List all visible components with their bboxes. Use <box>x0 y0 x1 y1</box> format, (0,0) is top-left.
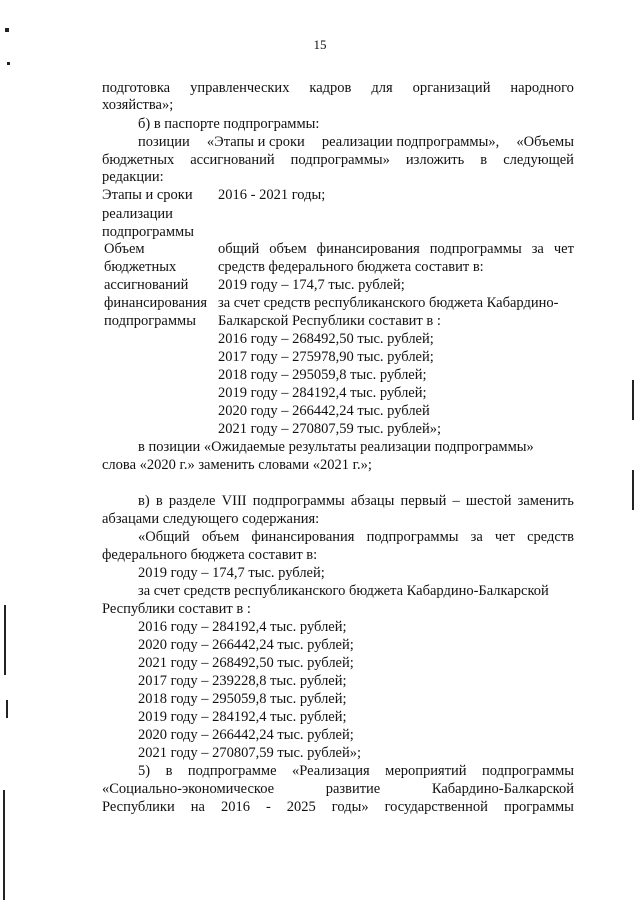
word: подпрограмме <box>187 763 277 779</box>
paragraph-5-line-1 <box>138 762 574 780</box>
word: 5) <box>138 763 151 779</box>
word: в) <box>138 493 150 509</box>
table-row1-label-line-3: подпрограммы <box>102 224 194 240</box>
amount-line: 2020 году – 266442,24 тыс. рублей; <box>138 637 354 653</box>
word: шестой <box>465 493 512 509</box>
paragraph-expected-line-1: в позиции «Ожидаемые результаты реализации подпрограммы» <box>138 439 534 455</box>
word: подпрограммы <box>252 493 345 509</box>
paragraph-1-line-1 <box>102 79 574 97</box>
word: «Реализация <box>292 763 370 779</box>
paragraph-b-line-1 <box>138 133 574 151</box>
table-row2-label-line-2: бюджетных <box>104 259 177 275</box>
paragraph-v-line-5: 2019 году – 174,7 тыс. рублей; <box>138 565 325 581</box>
amount-line: 2020 году – 266442,24 тыс. рублей; <box>138 727 354 743</box>
amount-line: 2021 году – 268492,50 тыс. рублей; <box>138 655 354 671</box>
table-row2-label-line-5: подпрограммы <box>104 313 196 329</box>
table-row1-label-line-2: реализации <box>102 206 173 222</box>
word: подпрограммы <box>429 241 522 257</box>
amount-line: 2016 году – 284192,4 тыс. рублей; <box>138 619 347 635</box>
word: для <box>371 80 393 96</box>
word: в <box>155 493 163 509</box>
word: на <box>190 799 205 815</box>
amount-line: 2018 году – 295059,8 тыс. рублей; <box>138 691 347 707</box>
paragraph-expected-line-2: слова «2020 г.» заменить словами «2021 г.»; <box>102 457 372 473</box>
table-row2-value-line: 2019 году – 284192,4 тыс. рублей; <box>218 385 427 401</box>
table-row2-value-line: Балкарской Республики составит в : <box>218 313 441 329</box>
word: «Общий <box>138 529 190 545</box>
word: объем <box>269 241 307 257</box>
word: разделе <box>168 493 216 509</box>
table-row2-value-line: 2021 году – 270807,59 тыс. рублей»; <box>218 421 442 437</box>
word: «Социально-экономическое <box>102 781 275 797</box>
word: подпрограммы» <box>290 152 390 168</box>
word: первый <box>400 493 447 509</box>
word: VIII <box>221 493 247 509</box>
word: объем <box>201 529 240 545</box>
table-row2-value-line: 2019 году – 174,7 тыс. рублей; <box>218 277 405 293</box>
word: мероприятий <box>385 763 467 779</box>
amount-line: 2019 году – 284192,4 тыс. рублей; <box>138 709 347 725</box>
word: заменить <box>517 493 574 509</box>
paragraph-v-line-7: Республики составит в : <box>102 601 251 617</box>
word: позиции <box>138 134 190 150</box>
paragraph-b-heading: б) в паспорте подпрограммы: <box>138 116 320 132</box>
word: организаций <box>412 80 491 96</box>
word: 2016 <box>220 799 250 815</box>
word: чет <box>553 241 574 257</box>
table-row1-value: 2016 - 2021 годы; <box>218 187 326 203</box>
word: в <box>165 763 173 779</box>
paragraph-v-line-3 <box>138 528 574 546</box>
word: изложить <box>405 152 465 168</box>
paragraph-5-line-3 <box>102 798 574 816</box>
word: за <box>470 529 483 545</box>
word: управленческих <box>190 80 290 96</box>
table-row2-label-line-3: ассигнований <box>104 277 189 293</box>
amount-line: 2017 году – 239228,8 тыс. рублей; <box>138 673 347 689</box>
table-row2-value-line: 2016 году – 268492,50 тыс. рублей; <box>218 331 434 347</box>
word: финансирования <box>251 529 355 545</box>
word: подпрограммы <box>366 529 459 545</box>
table-row2-label-line-4: финансирования <box>104 295 208 311</box>
paragraph-v-line-4: федерального бюджета составит в: <box>102 547 318 563</box>
table-row2-value-line: 2017 году – 275978,90 тыс. рублей; <box>218 349 434 365</box>
paragraph-v-line-6: за счет средств республиканского бюджета Кабардино-Балкарской <box>138 583 549 599</box>
word: подпрограммы <box>482 763 574 779</box>
amount-line: 2021 году – 270807,59 тыс. рублей»; <box>138 745 362 761</box>
table-row2-value-line: 2018 году – 295059,8 тыс. рублей; <box>218 367 427 383</box>
word: 2025 <box>286 799 316 815</box>
paragraph-1-line-2: хозяйства»; <box>102 97 174 113</box>
table-row2-value-line: 2020 году – 266442,24 тыс. рублей <box>218 403 430 419</box>
word: – <box>452 493 460 509</box>
word: реализации подпрограммы», <box>321 134 500 150</box>
word: годы» <box>331 799 369 815</box>
word: «Объемы <box>516 134 574 150</box>
word: бюджетных <box>102 152 175 168</box>
word: подготовка <box>102 80 171 96</box>
word: «Этапы и сроки <box>206 134 305 150</box>
word: - <box>265 799 271 815</box>
paragraph-v-line-1 <box>138 492 574 510</box>
word: общий <box>218 241 260 257</box>
paragraph-b-line-2 <box>102 151 574 169</box>
word: Республики <box>102 799 175 815</box>
word: средств <box>527 529 574 545</box>
word: в <box>480 152 488 168</box>
table-row2-value-line: за счет средств республиканского бюджета Кабардино- <box>218 295 559 311</box>
word: программы <box>503 799 574 815</box>
paragraph-b-line-3: редакции: <box>102 169 164 185</box>
word: кадров <box>309 80 352 96</box>
word: абзацы <box>350 493 395 509</box>
word: финансирования <box>316 241 420 257</box>
table-row2-label-line-1: Объем <box>104 241 145 257</box>
table-row2-value-line: средств федерального бюджета составит в: <box>218 259 484 275</box>
word: ассигнований <box>190 152 275 168</box>
table-row1-label-line-1: Этапы и сроки <box>102 187 193 203</box>
word: народного <box>510 80 574 96</box>
word: чет <box>494 529 515 545</box>
page-number: 15 <box>313 37 327 52</box>
paragraph-5-line-2 <box>102 780 574 798</box>
paragraph-v-line-2: абзацами следующего содержания: <box>102 511 320 527</box>
word: Кабардино-Балкарской <box>431 781 574 797</box>
word: следующей <box>503 152 574 168</box>
word: государственной <box>384 799 488 815</box>
word: развитие <box>325 781 381 797</box>
table-row2-value-line-1 <box>218 240 574 258</box>
word: за <box>531 241 544 257</box>
